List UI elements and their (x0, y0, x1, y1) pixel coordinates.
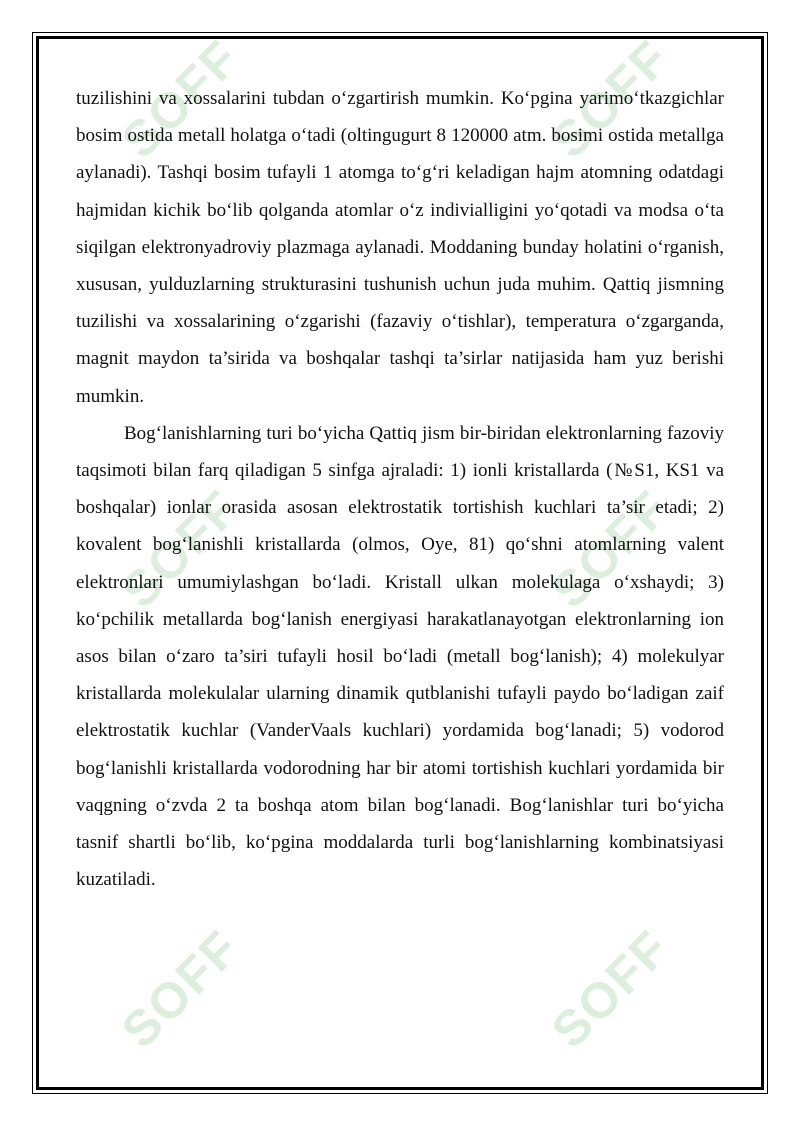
watermark-text: SOFF (540, 479, 681, 619)
watermark-text: SOFF (110, 29, 251, 169)
document-body (76, 80, 724, 898)
paragraph: Bog‘lanishlarning turi bo‘yicha Qattiq jism bir-biridan elektronlarning fazoviy taqsimoti bilan farq qiladigan 5 sinfga ajraladi: 1) ionli kristallarda (№S1, KS1 va boshqalar) ionlar orasida asosan elektrostatik tortishish kuchlari ta’sir etadi; 2) kovalent bog‘lanishli kristallarda (olmos, Oye, 81) qo‘shni atomlarning valent elektronlari umumiylashgan bo‘ladi. Kristall ulkan molekulaga o‘xshaydi; 3) ko‘pchilik metallarda bog‘lanish energiyasi harakatlanayotgan elektronlarning ion asos bilan o‘zaro ta’siri tufayli hosil bo‘ladi (metall bog‘lanish); 4) molekulyar kristallarda molekulalar ularning dinamik qutblanishi tufayli paydo bo‘ladigan zaif elektrostatik kuchlar (VanderVaals kuchlari) yordamida bog‘lanadi; 5) vodorod bog‘lanishli kristallarda vodorodning har bir atomi tortishish kuchlari yordamida bir vaqgning o‘zvda 2 ta boshqa atom bilan bog‘lanadi. Bog‘lanishlar turi bo‘yicha tasnif shartli bo‘lib, ko‘pgina moddalarda turli bog‘lanishlarning kombinatsiyasi kuzatiladi. (76, 422, 724, 891)
paragraph: tuzilishini va xossalarini tubdan o‘zgartirish mumkin. Ko‘pgina yarimo‘tkazgichlar bosim ostida metall holatga o‘tadi (oltingugurt 8 120000 atm. bosimi ostida metallga aylanadi). Tashqi bosim tufayli 1 atomga to‘g‘ri keladigan hajm atomning odatdagi hajmidan kichik bo‘lib qolganda atomlar o‘z indivialligini yo‘qotadi va modsa o‘ta siqilgan elektronyadroviy plazmaga aylanadi. Moddaning bunday holatini o‘rganish, xususan, yulduzlarning strukturasini tushunish uchun juda muhim. Qattiq jismning tuzilishi va xossalarining o‘zgarishi (fazaviy o‘tishlar), temperatura o‘zgarganda, magnit maydon ta’sirida va boshqalar tashqi ta’sirlar natijasida ham yuz berishi mumkin. (76, 88, 724, 407)
watermark-text: SOFF (110, 919, 251, 1059)
watermark-text: SOFF (540, 29, 681, 169)
watermark-text: SOFF (540, 919, 681, 1059)
watermark-text: SOFF (110, 479, 251, 619)
